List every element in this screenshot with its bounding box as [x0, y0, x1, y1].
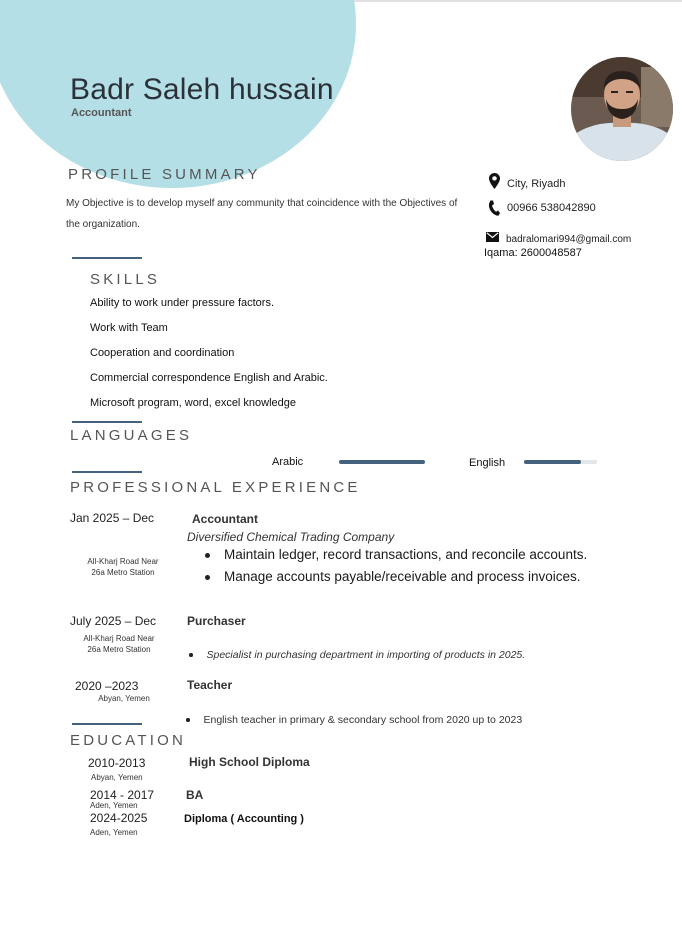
job-role: Accountant — [192, 512, 258, 526]
job-location-line: Abyan, Yemen — [98, 694, 150, 703]
job-role: Purchaser — [187, 614, 246, 628]
job-bullet — [205, 569, 580, 584]
person-portrait-icon — [571, 57, 673, 161]
location-pin-icon — [489, 173, 500, 189]
education-dates: 2014 - 2017 — [90, 788, 155, 802]
job-location — [88, 693, 160, 704]
skill-item: Ability to work under pressure factors. — [90, 297, 275, 309]
education-location: Abyan, Yemen — [91, 773, 143, 782]
job-location-line: All-Kharj Road Near — [83, 634, 155, 643]
skill-item: Cooperation and coordination — [90, 347, 235, 359]
skill-item: Commercial correspondence English and Arabic. — [90, 372, 328, 384]
education-heading: EDUCATION — [70, 732, 187, 749]
education-degree: High School Diploma — [189, 755, 310, 769]
job-dates: July 2025 – Dec — [70, 614, 157, 628]
job-bullet — [205, 547, 587, 562]
bullet-dot — [205, 553, 210, 558]
job-location-line: All-Kharj Road Near — [87, 557, 159, 566]
education-location: Aden, Yemen — [90, 801, 138, 810]
candidate-name: Badr Saleh hussain — [70, 73, 334, 106]
job-bullet — [186, 714, 522, 726]
experience-heading: PROFESSIONAL EXPERIENCE — [70, 479, 361, 496]
languages-divider — [72, 421, 142, 423]
job-bullet-text: Specialist in purchasing department in importing of products in 2025. — [206, 649, 526, 661]
experience-divider — [72, 471, 142, 473]
profile-summary-heading: PROFILE SUMMARY — [68, 166, 261, 183]
bullet-dot — [186, 718, 190, 722]
job-dates: 2020 –2023 — [75, 679, 139, 693]
language-bar-arabic — [339, 460, 425, 464]
education-degree: BA — [186, 788, 204, 802]
job-role: Teacher — [187, 678, 233, 692]
contact-iqama: Iqama: 2600048587 — [484, 247, 582, 259]
bullet-dot — [205, 575, 210, 580]
job-location-line: 26a Metro Station — [91, 568, 155, 577]
job-location-line: 26a Metro Station — [87, 645, 151, 654]
phone-icon — [488, 200, 500, 216]
job-location — [78, 556, 168, 578]
contact-phone[interactable]: 00966 538042890 — [507, 202, 596, 214]
languages-heading: LANGUAGES — [70, 427, 193, 444]
job-bullet — [189, 649, 525, 661]
skill-item: Work with Team — [90, 322, 168, 334]
profile-summary-line-1: My Objective is to develop myself any community that coincidence with the Objectives of — [66, 198, 458, 209]
language-level-arabic — [339, 460, 425, 464]
language-name-english: English — [469, 457, 506, 469]
job-dates: Jan 2025 – Dec — [70, 511, 155, 525]
skills-divider — [72, 257, 142, 259]
skills-heading: SKILLS — [90, 271, 161, 288]
education-degree: Diploma ( Accounting ) — [184, 813, 304, 825]
job-bullet-text: Manage accounts payable/receivable and process invoices. — [224, 569, 581, 584]
profile-photo — [571, 57, 673, 161]
education-dates: 2010-2013 — [88, 756, 146, 770]
education-location: Aden, Yemen — [90, 828, 138, 837]
profile-summary-line-2: the organization. — [66, 219, 140, 230]
education-dates: 2024-2025 — [90, 811, 148, 825]
language-bar-english — [524, 460, 597, 464]
bullet-dot — [189, 653, 193, 657]
contact-email[interactable]: badralomari994@gmail.com — [506, 234, 632, 245]
job-location — [74, 633, 164, 655]
contact-city: City, Riyadh — [507, 178, 566, 190]
job-bullet-text: English teacher in primary & secondary school from 2020 up to 2023 — [203, 714, 523, 726]
skill-item: Microsoft program, word, excel knowledge — [90, 397, 297, 409]
language-name-arabic: Arabic — [272, 456, 304, 468]
job-bullet-text: Maintain ledger, record transactions, and reconcile accounts. — [224, 547, 588, 562]
candidate-title: Accountant — [71, 107, 132, 119]
education-divider — [72, 723, 142, 725]
job-company: Diversified Chemical Trading Company — [187, 530, 395, 544]
language-level-english — [524, 460, 581, 464]
email-icon — [486, 232, 499, 242]
